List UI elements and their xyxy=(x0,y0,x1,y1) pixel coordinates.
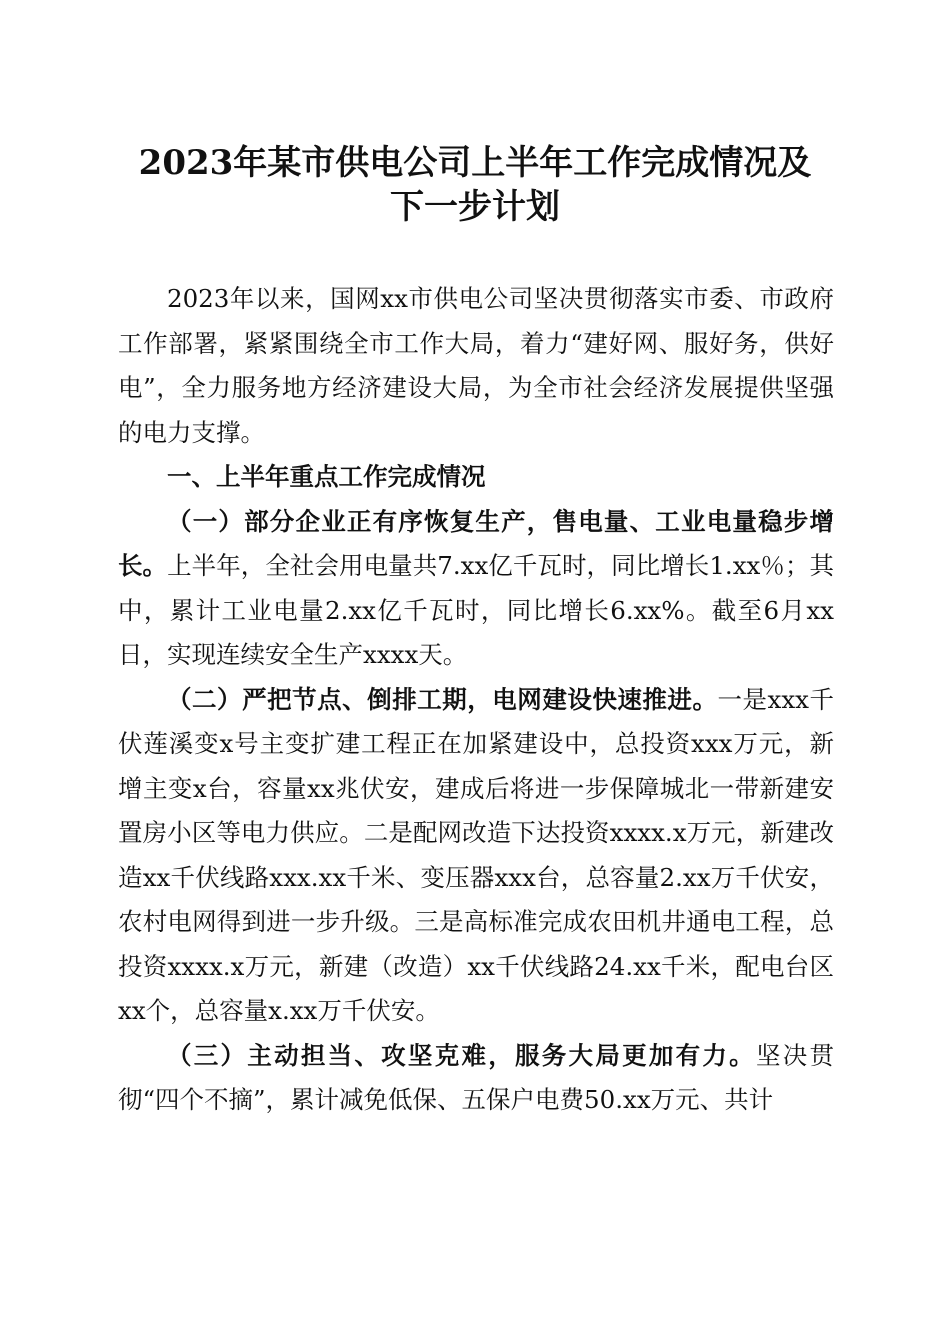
subsection-1-body: 上半年，全社会用电量共7.xx亿千瓦时，同比增长1.xx％；其中，累计工业电量2.xx亿千瓦时，同比增长6.xx%。截至6月xx日，实现连续安全生产xxxx天。 xyxy=(118,551,834,669)
subsection-2-lead: （二）严把节点、倒排工期，电网建设快速推进。 xyxy=(167,684,718,714)
subsection-3-lead: （三）主动担当、攻坚克难，服务大局更加有力。 xyxy=(167,1040,756,1070)
subsection-2-body: 一是xxx千伏莲溪变x号主变扩建工程正在加紧建设中，总投资xxx万元，新增主变x台，容量xx兆伏安，建成后将进一步保障城北一带新建安置房小区等电力供应。二是配网改造下达投资xxxx.x万元，新建改造xx千伏线路xxx.xx千米、变压器xxx台，总容量2.xx万千伏安，农村电网得到进一步升级。三是高标准完成农田机井通电工程，总投资xxxx.x万元，新建（改造）xx千伏线路24.xx千米，配电台区xx个，总容量x.xx万千伏安。 xyxy=(118,684,835,1025)
subsection-2-paragraph xyxy=(118,678,834,1034)
subsection-3-body: 坚决贯彻“四个不摘”，累计减免低保、五保户电费50.xx万元、共计 xyxy=(118,1040,835,1114)
intro-paragraph: 2023年以来，国网xx市供电公司坚决贯彻落实市委、市政府工作部署，紧紧围绕全市工作大局，着力“建好网、服好务，供好电”，全力服务地方经济建设大局，为全市社会经济发展提供坚强的电力支撑。 xyxy=(118,284,834,447)
document-title-line-1: 2023年某市供电公司上半年工作完成情况及 xyxy=(138,143,812,183)
subsection-3-paragraph xyxy=(118,1034,834,1123)
document-body xyxy=(118,277,834,1123)
subsection-1-paragraph xyxy=(118,500,834,678)
document-title-line-2: 下一步计划 xyxy=(390,187,560,227)
section-1-heading: 一、上半年重点工作完成情况 xyxy=(167,462,486,491)
subsection-1-lead: （一）部分企业正有序恢复生产，售电量、工业电量稳步增长。 xyxy=(118,506,834,580)
